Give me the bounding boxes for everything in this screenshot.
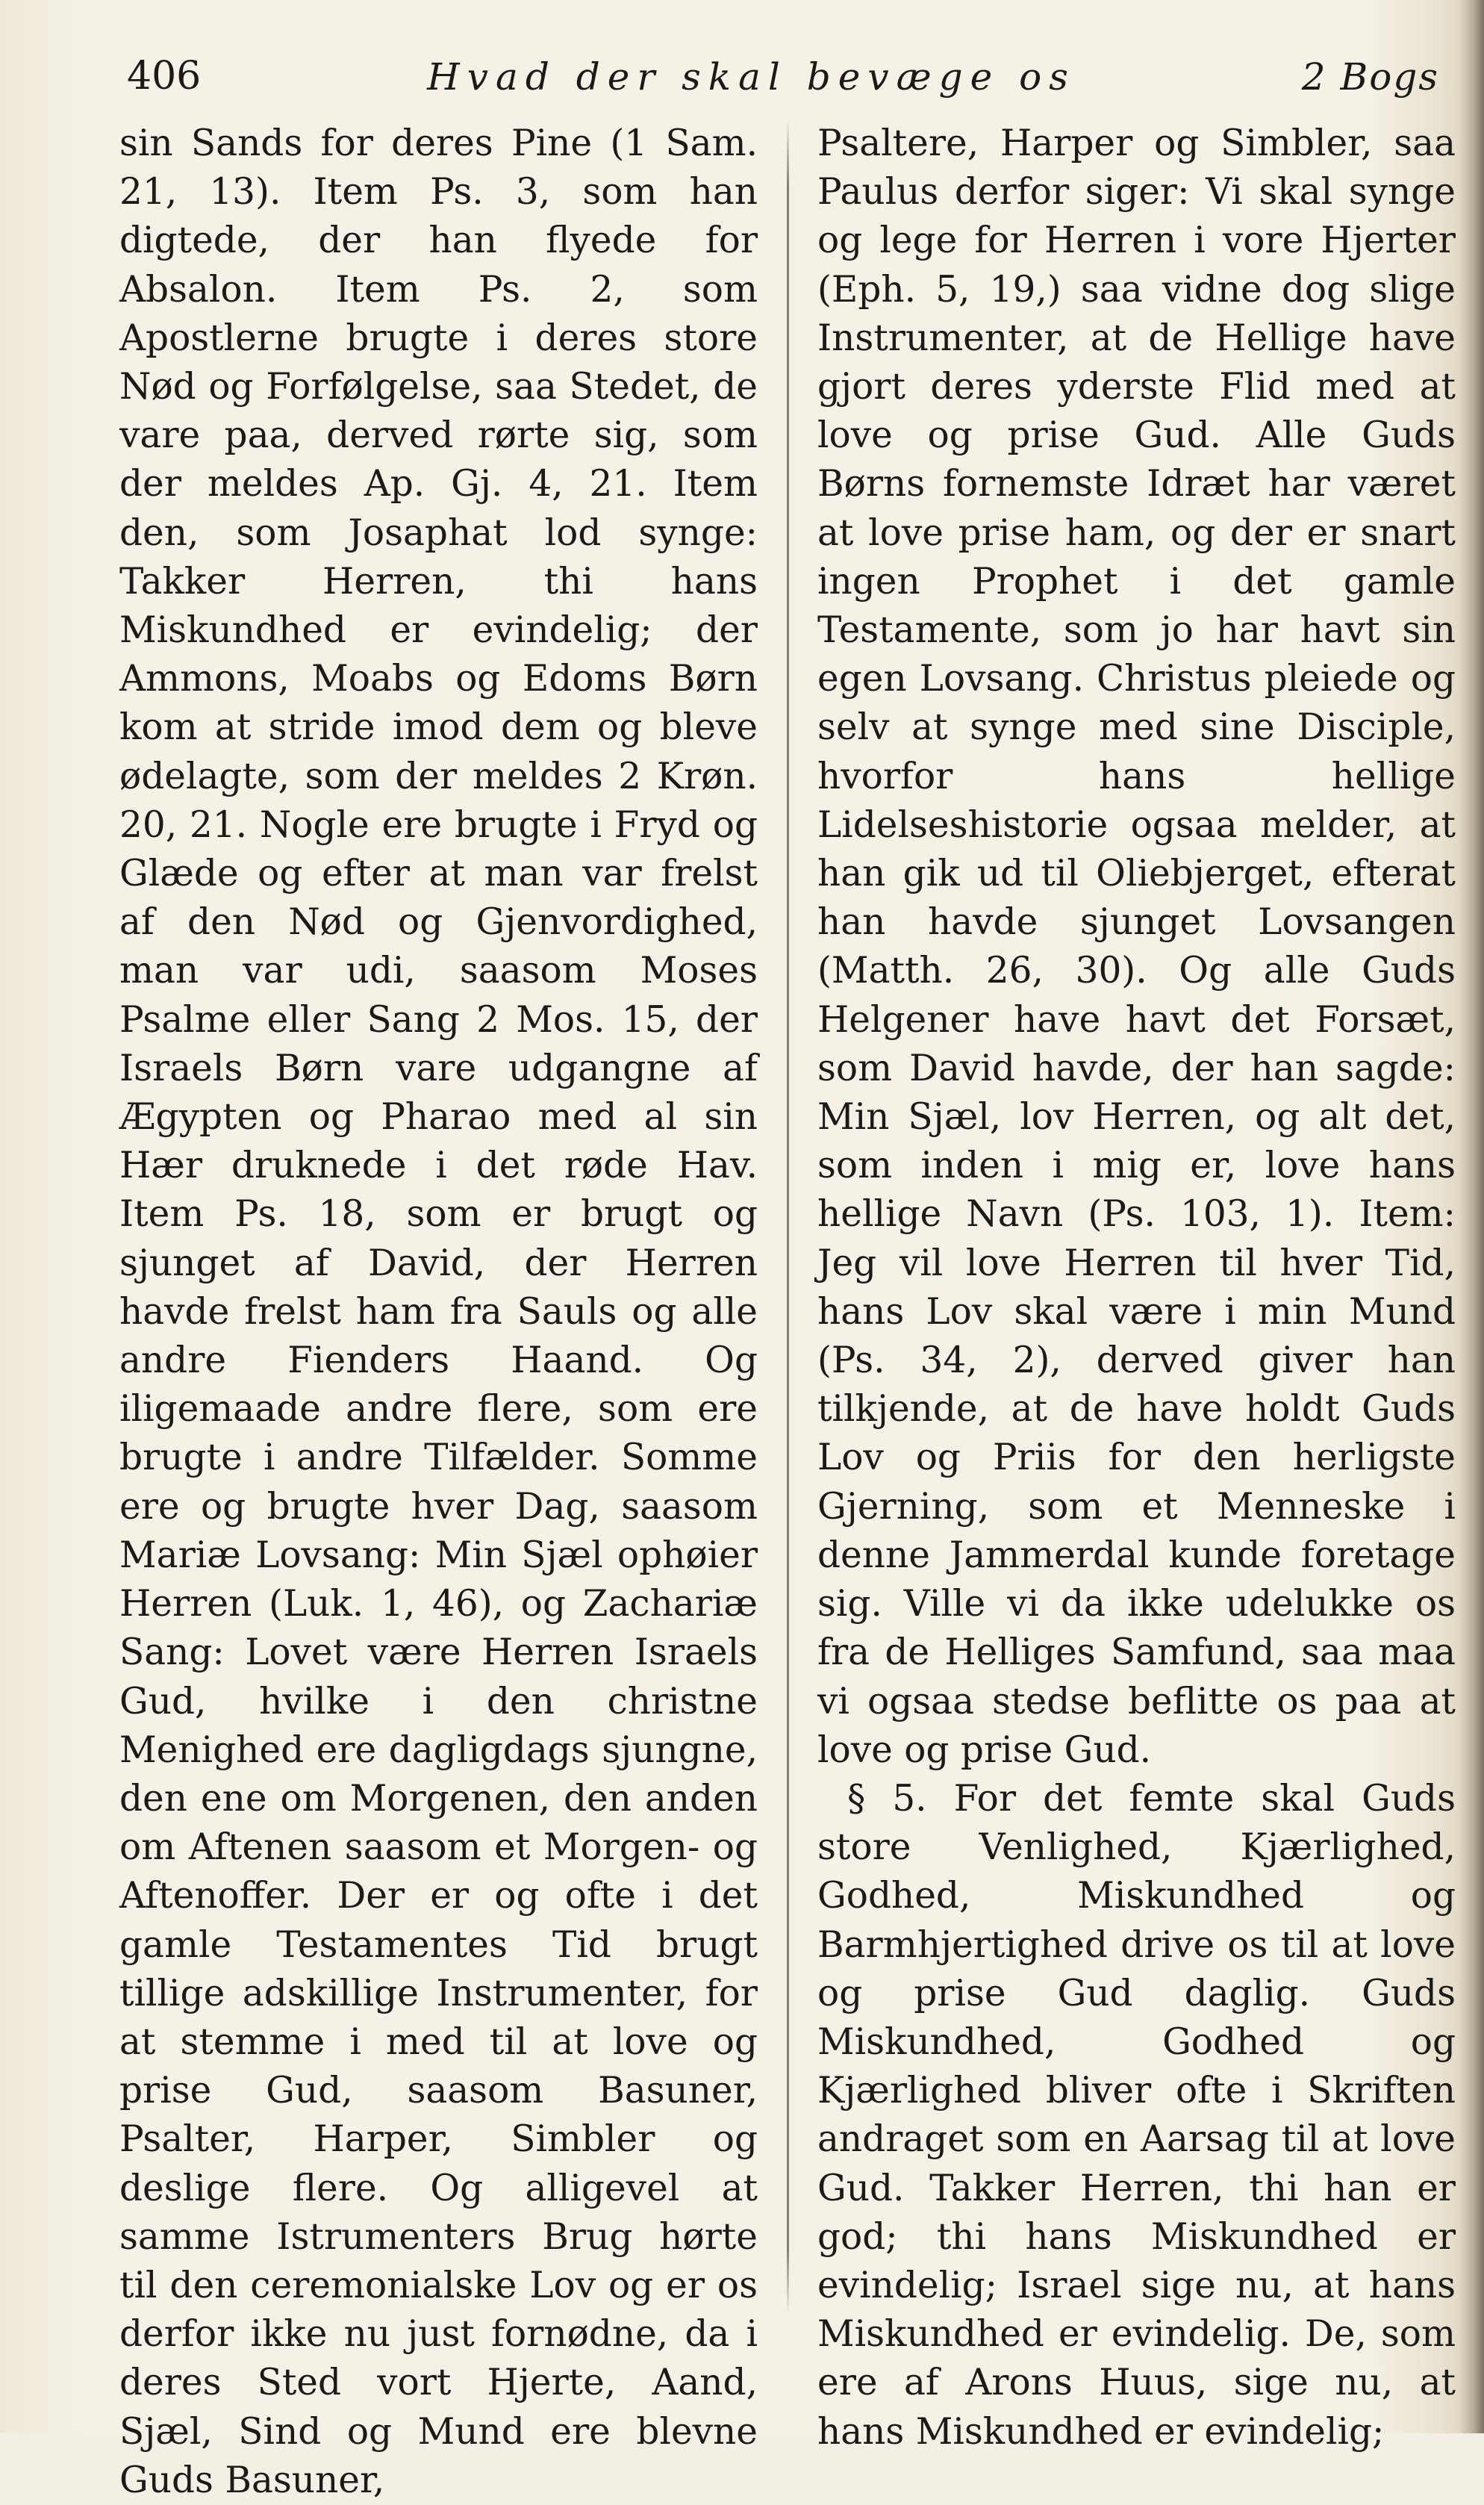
- page-number: 406: [127, 54, 202, 99]
- page-edge-shadow: [1459, 0, 1484, 2433]
- right-column: [817, 119, 1456, 2453]
- left-column: [119, 119, 758, 2501]
- running-title: Hvad der skal bevæge os: [427, 55, 1076, 99]
- page-header: [127, 13, 1439, 99]
- right-paragraph-1: Psaltere, Harper og Simbler, saa Paulus derfor siger: Vi skal synge og lege for Herren i vore Hjerter (Eph. 5, 19,) saa vidne dog slige Instrumenter, at de Hellige have gjort deres yderste Flid med at love og prise Gud. Alle Guds Børns fornemste Idræt har været at love prise ham, og der er snart ingen Prophet i det gamle Testamente, som jo har havt sin egen Lovsang. Christus pleiede og selv at synge med sine Disciple, hvorfor hans hellige Lidelseshistorie ogsaa melder, at han gik ud til Oliebjerget, efterat han havde sjunget Lovsangen (Matth. 26, 30). Og alle Guds Helgener have havt det Forsæt, som David havde, der han sagde: Min Sjæl, lov Herren, og alt det, som inden i mig er, love hans hellige Navn (Ps. 103, 1). Item: Jeg vil love Herren til hver Tid, hans Lov skal være i min Mund (Ps. 34, 2), derved giver han tilkjende, at de have holdt Guds Lov og Priis for den herligste Gjerning, som et Menneske i denne Jammerdal kunde foretage sig. Ville vi da ikke udelukke os fra de Helliges Samfund, saa maa vi ogsaa stedse beflitte os paa at love og prise Gud.: [817, 122, 1456, 1771]
- text-columns: [119, 119, 1456, 2501]
- book-label: 2 Bogs: [1301, 55, 1439, 99]
- right-paragraph-2: § 5. For det femte skal Guds store Venlighed, Kjærlighed, Godhed, Miskundhed og Barmhjertighed drive os til at love og prise Gud daglig. Guds Miskundhed, Godhed og Kjærlighed bliver ofte i Skriften andraget som en Aarsag til at love Gud. Takker Herren, thi han er god; thi hans Miskundhed er evindelig; Israel sige nu, at hans Miskundhed er evindelig. De, som ere af Arons Huus, sige nu, at hans Miskundhed er evindelig;: [817, 1777, 1456, 2453]
- left-paragraph-1: sin Sands for deres Pine (1 Sam. 21, 13). Item Ps. 3, som han digtede, der han flyede for Absalon. Item Ps. 2, som Apostlerne brugte i deres store Nød og Forfølgelse, saa Stedet, de vare paa, derved rørte sig, som der meldes Ap. Gj. 4, 21. Item den, som Josaphat lod synge: Takker Herren, thi hans Miskundhed er evindelig; der Ammons, Moabs og Edoms Børn kom at stride imod dem og bleve ødelagte, som der meldes 2 Krøn. 20, 21. Nogle ere brugte i Fryd og Glæde og efter at man var frelst af den Nød og Gjenvordighed, man var udi, saasom Moses Psalme eller Sang 2 Mos. 15, der Israels Børn vare udgangne af Ægypten og Pharao med al sin Hær druknede i det røde Hav. Item Ps. 18, som er brugt og sjunget af David, der Herren havde frelst ham fra Sauls og alle andre Fienders Haand. Og iligemaade andre flere, som ere brugte i andre Tilfælder. Somme ere og brugte hver Dag, saasom Mariæ Lovsang: Min Sjæl ophøier Herren (Luk. 1, 46), og Zachariæ Sang: Lovet være Herren Israels Gud, hvilke i den christne Menighed ere dagligdags sjungne, den ene om Morgenen, den anden om Aftenen saasom et Morgen- og Aftenoffer. Der er og ofte i det gamle Testamentes Tid brugt tillige adskillige Instrumenter, for at stemme i med til at love og prise Gud, saasom Basuner, Psalter, Harper, Simbler og deslige flere. Og alligevel at samme Istrumenters Brug hørte til den ceremonialske Lov og er os derfor ikke nu just fornødne, da i deres Sted vort Hjerte, Aand, Sjæl, Sind og Mund ere blevne Guds Basuner,: [119, 122, 758, 2501]
- column-divider: [787, 119, 789, 2315]
